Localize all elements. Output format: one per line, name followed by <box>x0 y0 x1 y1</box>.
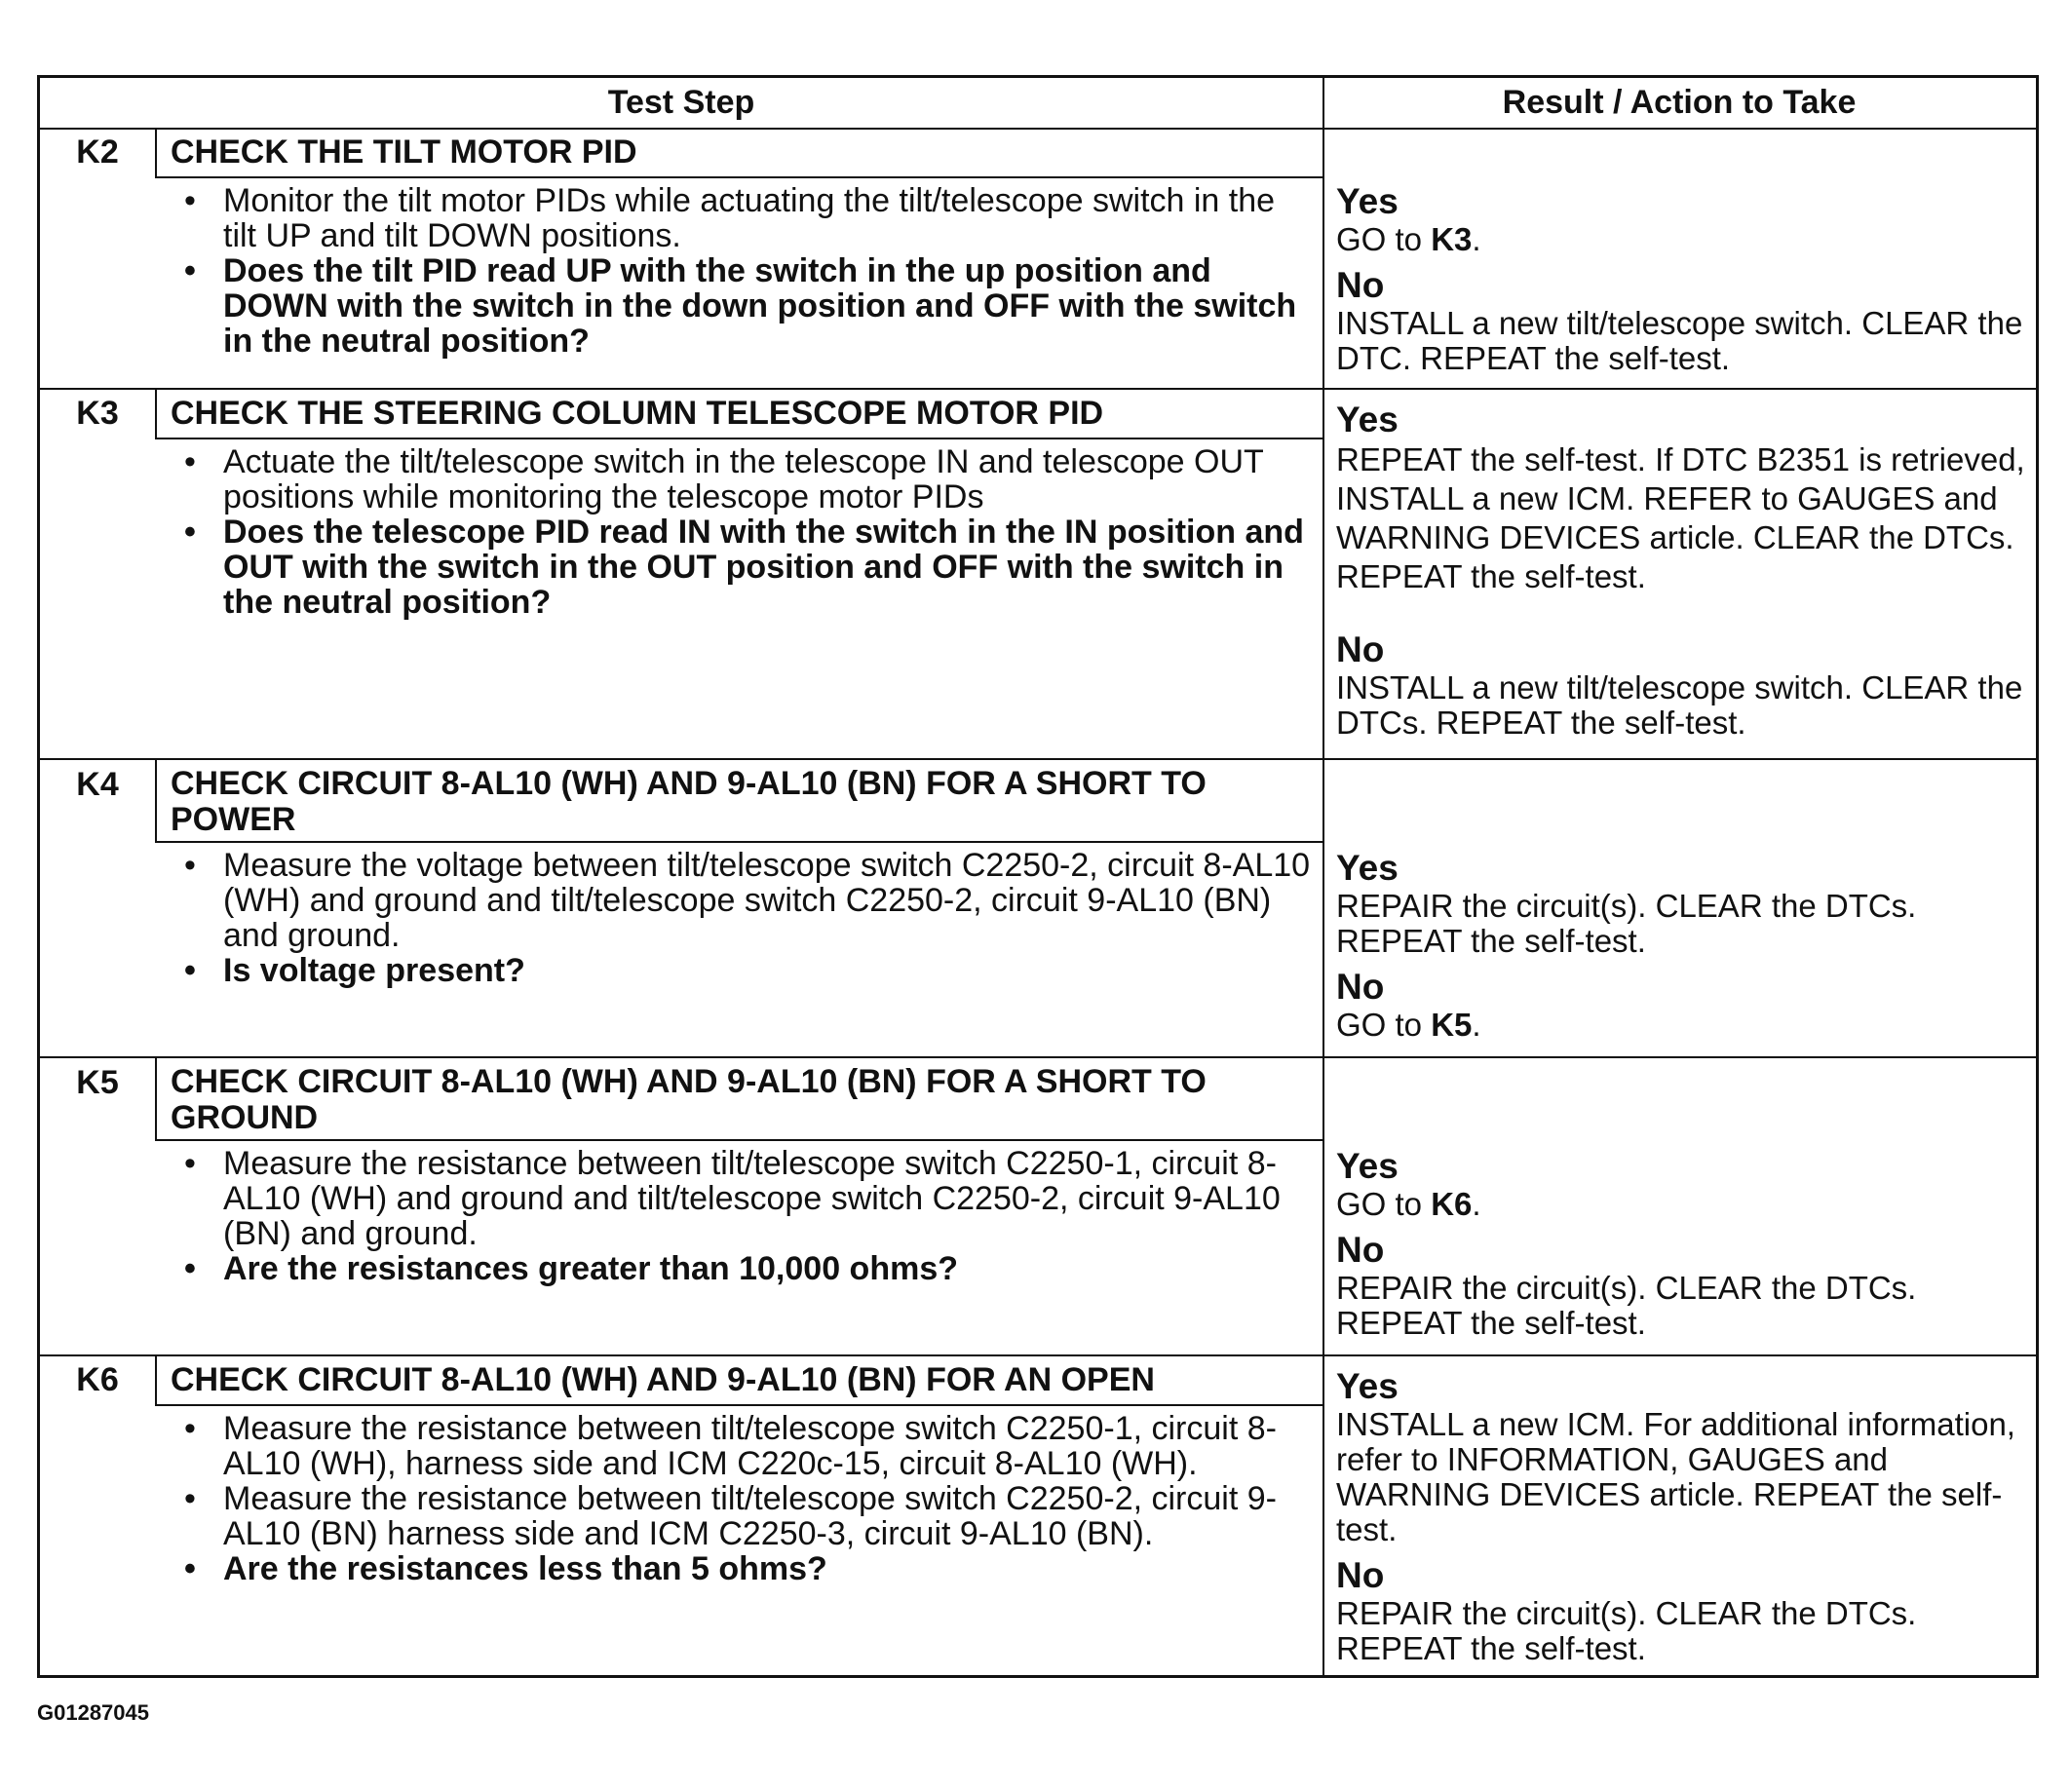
no-label: No <box>1336 1230 1385 1270</box>
step-bullets <box>171 1411 1311 1586</box>
step-id: K4 <box>76 766 119 803</box>
no-action: REPAIR the circuit(s). CLEAR the DTCs. REPEAT the self-test. <box>1336 1595 1917 1666</box>
yes-action: GO to K6. <box>1336 1186 1481 1222</box>
no-label: No <box>1336 629 1385 669</box>
column-divider <box>1322 78 1324 1676</box>
yes-action: GO to K3. <box>1336 221 1481 257</box>
goto-step: K3 <box>1431 221 1473 257</box>
step-title: CHECK CIRCUIT 8-AL10 (WH) AND 9-AL10 (BN) FOR A SHORT TO GROUND <box>171 1063 1207 1136</box>
bullet-question: • Does the telescope PID read IN with the switch in the IN position and OUT with the switch in the OUT position and OFF with the switch in the neutral position? <box>171 515 1311 620</box>
header-rule <box>40 128 2036 130</box>
step-bullets <box>171 848 1311 988</box>
bullet-item: • Measure the resistance between tilt/telescope switch C2250-2, circuit 9-AL10 (BN) harness side and ICM C2250-3, circuit 9-AL10 (BN). <box>171 1481 1311 1551</box>
step-title: CHECK CIRCUIT 8-AL10 (WH) AND 9-AL10 (BN) FOR A SHORT TO POWER <box>171 765 1207 838</box>
step-bullets <box>171 444 1311 620</box>
no-label: No <box>1336 265 1385 305</box>
bullet-question: • Does the tilt PID read UP with the switch in the up position and DOWN with the switch in the down position and OFF with the switch in the neutral position? <box>171 253 1311 359</box>
yes-label: Yes <box>1336 400 1399 439</box>
yes-label: Yes <box>1336 181 1399 221</box>
row-rule <box>40 1354 2036 1356</box>
figure-id: G01287045 <box>37 1700 149 1725</box>
step-title: CHECK THE STEERING COLUMN TELESCOPE MOTOR PID <box>171 395 1104 432</box>
bullet-item: • Monitor the tilt motor PIDs while actuating the tilt/telescope switch in the tilt UP and tilt DOWN positions. <box>171 183 1311 253</box>
step-id: K5 <box>76 1064 119 1101</box>
step-id: K3 <box>76 395 119 432</box>
step-result <box>1336 1366 2030 1674</box>
diagnostic-table <box>37 75 2039 1678</box>
step-result <box>1336 848 2030 1050</box>
yes-action: REPEAT the self-test. If DTC B2351 is retrieved, INSTALL a new ICM. REFER to GAUGES and WARNING DEVICES article. CLEAR the DTCs. REPEAT the self-test. <box>1336 441 2025 594</box>
bullet-question: • Is voltage present? <box>171 953 1311 988</box>
no-action: REPAIR the circuit(s). CLEAR the DTCs. REPEAT the self-test. <box>1336 1270 1917 1341</box>
no-action: INSTALL a new tilt/telescope switch. CLEAR the DTCs. REPEAT the self-test. <box>1336 669 2023 741</box>
yes-action: INSTALL a new ICM. For additional information, refer to INFORMATION, GAUGES and WARNING DEVICES article. REPEAT the self-test. <box>1336 1406 2015 1547</box>
step-result <box>1336 400 2030 748</box>
yes-label: Yes <box>1336 848 1399 888</box>
row-rule <box>40 388 2036 390</box>
step-result <box>1336 1146 2030 1349</box>
no-action: GO to K5. <box>1336 1007 1481 1043</box>
bullet-item: • Measure the resistance between tilt/telescope switch C2250-1, circuit 8-AL10 (WH), harness side and ICM C220c-15, circuit 8-AL10 (WH). <box>171 1411 1311 1481</box>
yes-label: Yes <box>1336 1366 1399 1406</box>
goto-step: K5 <box>1431 1007 1473 1043</box>
bullet-question: • Are the resistances less than 5 ohms? <box>171 1551 1311 1586</box>
yes-action: REPAIR the circuit(s). CLEAR the DTCs. REPEAT the self-test. <box>1336 888 1917 959</box>
bullet-question: • Are the resistances greater than 10,000 ohms? <box>171 1251 1311 1286</box>
row-rule <box>40 1056 2036 1058</box>
step-id: K2 <box>76 133 119 171</box>
step-bullets <box>171 183 1311 359</box>
no-action: INSTALL a new tilt/telescope switch. CLEAR the DTC. REPEAT the self-test. <box>1336 305 2023 376</box>
step-title: CHECK CIRCUIT 8-AL10 (WH) AND 9-AL10 (BN) FOR AN OPEN <box>171 1361 1155 1398</box>
no-label: No <box>1336 967 1385 1007</box>
step-bullets <box>171 1146 1311 1286</box>
yes-label: Yes <box>1336 1146 1399 1186</box>
goto-step: K6 <box>1431 1186 1473 1222</box>
no-label: No <box>1336 1555 1385 1595</box>
step-id: K6 <box>76 1361 119 1398</box>
step-title: CHECK THE TILT MOTOR PID <box>171 133 637 171</box>
bullet-item: • Measure the voltage between tilt/telescope switch C2250-2, circuit 8-AL10 (WH) and ground and tilt/telescope switch C2250-2, circuit 9-AL10 (BN) and ground. <box>171 848 1311 953</box>
header-result-action: Result / Action to Take <box>1502 84 1857 121</box>
bullet-item: • Measure the resistance between tilt/telescope switch C2250-1, circuit 8-AL10 (WH) and ground and tilt/telescope switch C2250-2, circuit 9-AL10 (BN) and ground. <box>171 1146 1311 1251</box>
header-test-step: Test Step <box>607 84 755 121</box>
step-result <box>1336 181 2030 384</box>
bullet-item: • Actuate the tilt/telescope switch in the telescope IN and telescope OUT positions while monitoring the telescope motor PIDs <box>171 444 1311 515</box>
row-rule <box>40 758 2036 760</box>
